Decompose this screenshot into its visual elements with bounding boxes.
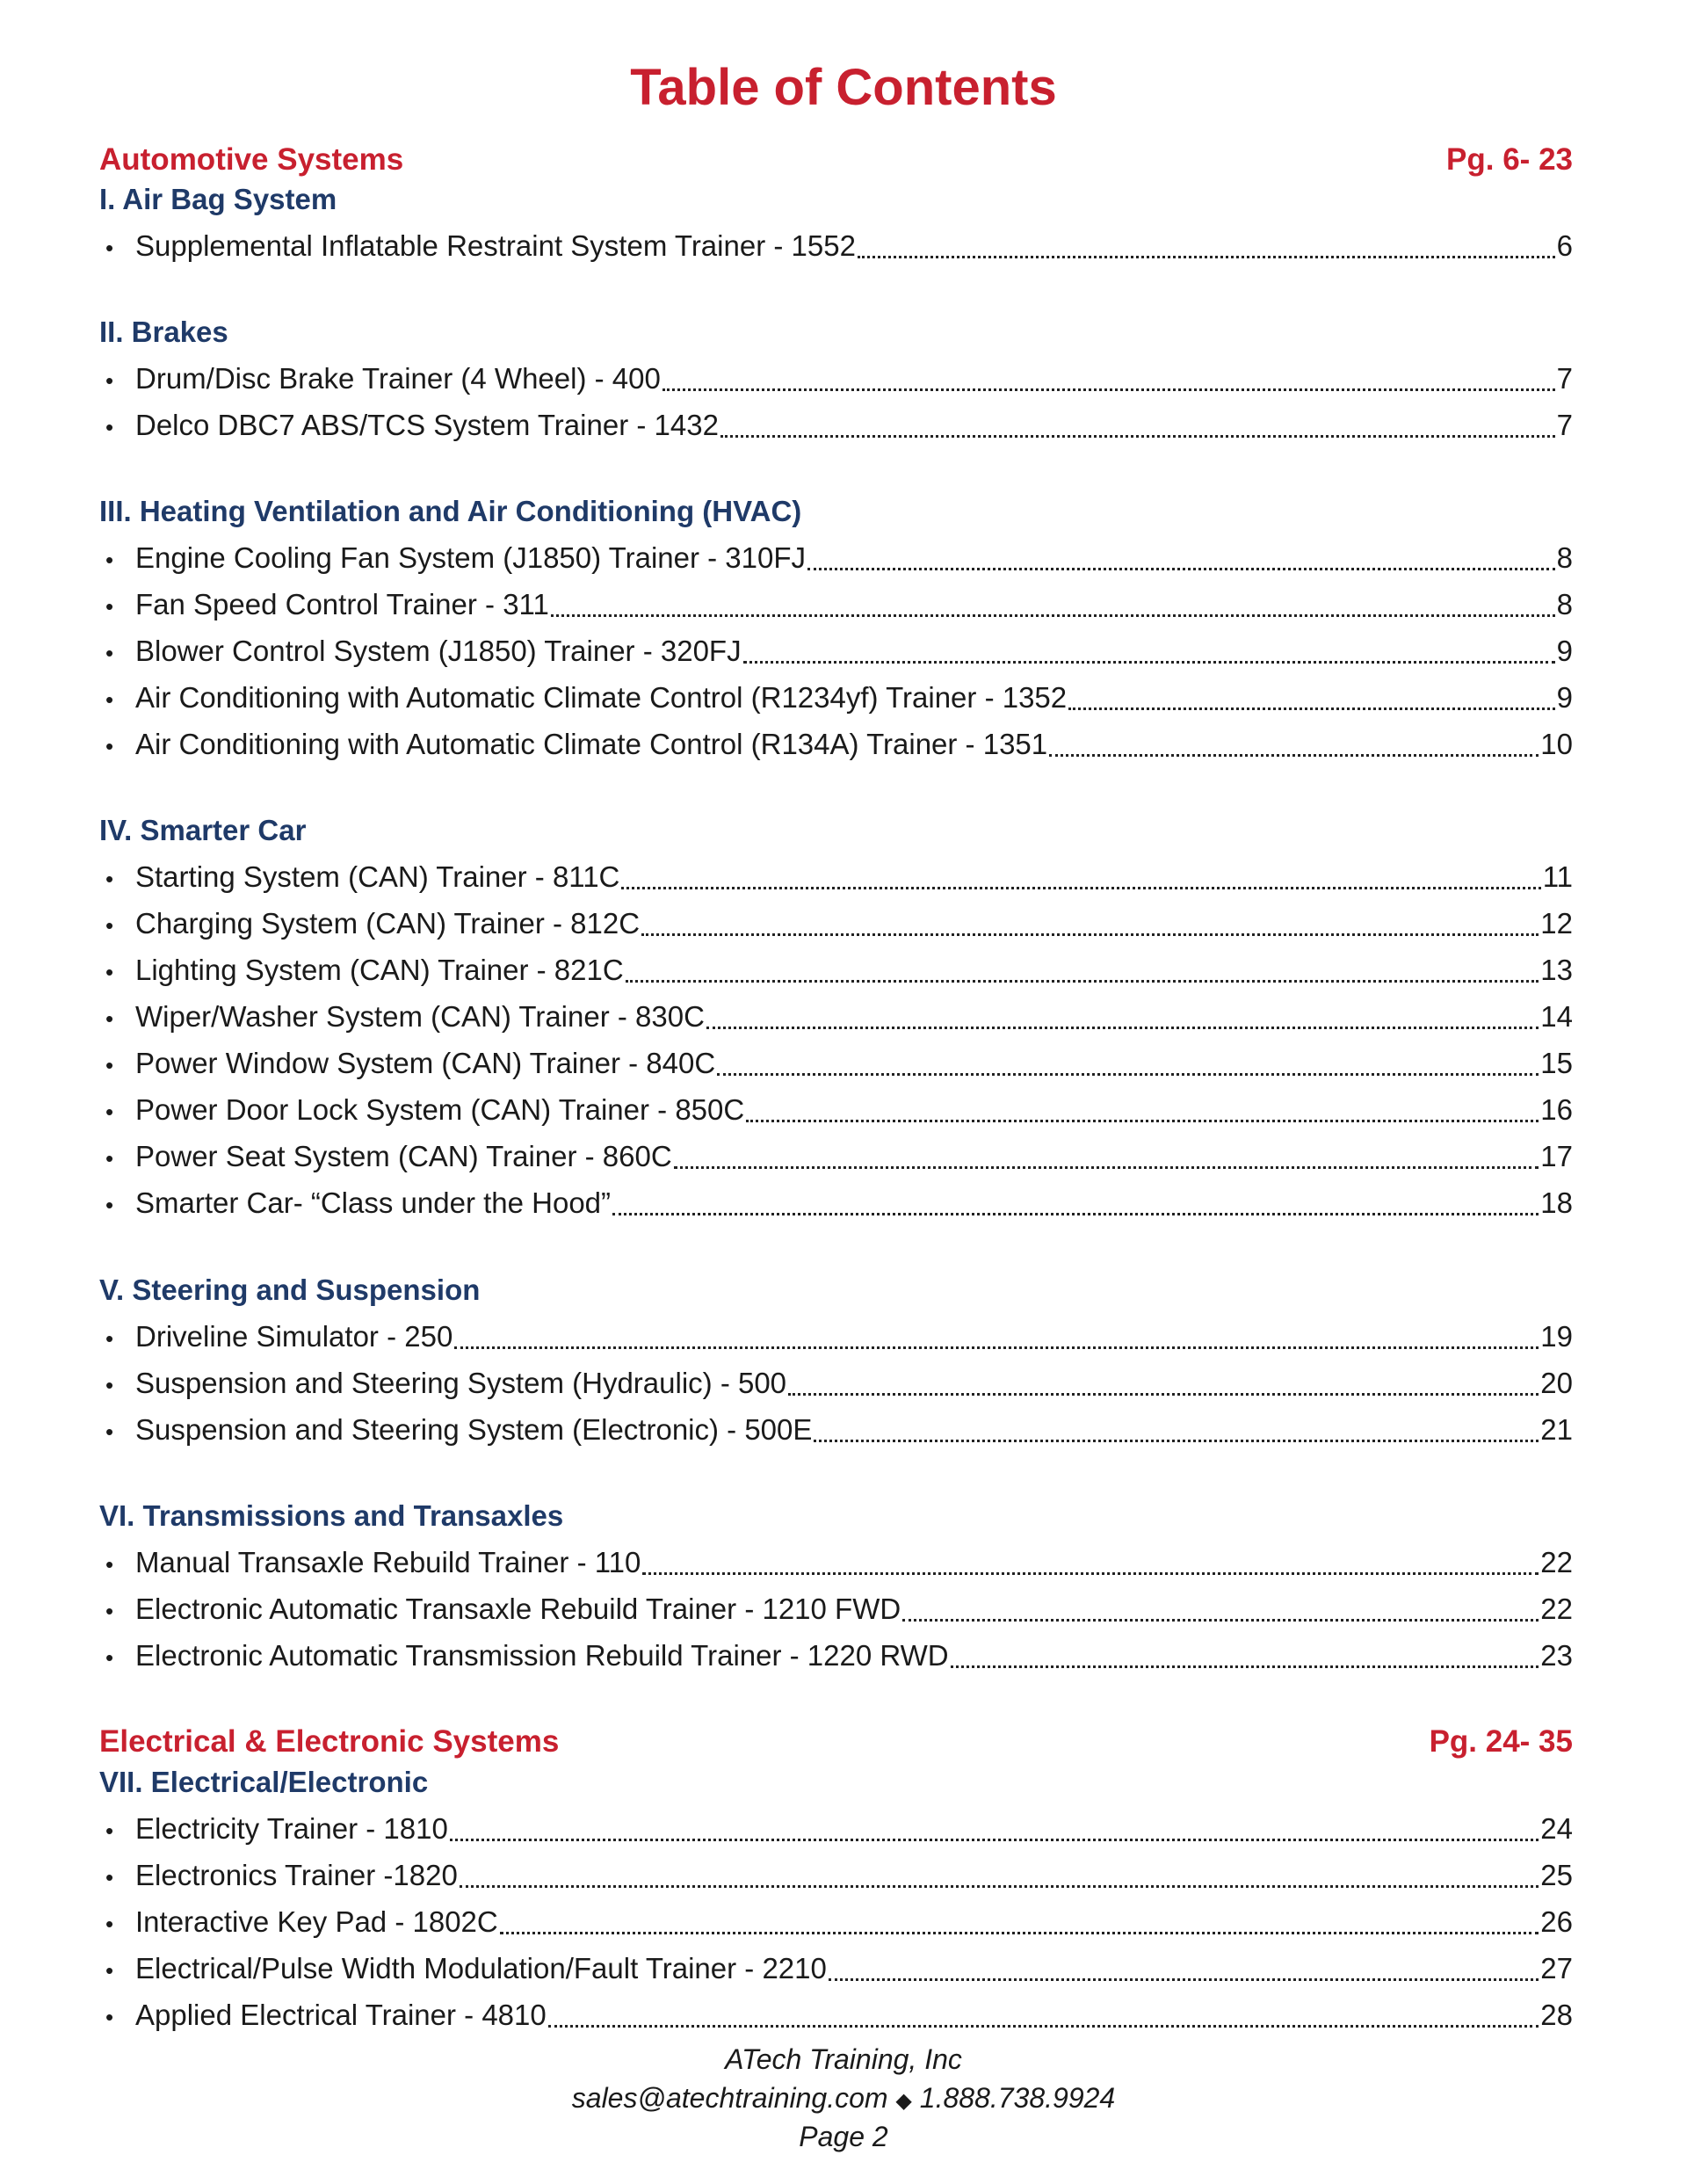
entry-label: Manual Transaxle Rebuild Trainer - 110 [135,1546,641,1578]
dot-leader [902,1618,1539,1622]
toc-entry[interactable] [105,998,1573,1038]
footer-contact [0,2079,1687,2121]
entry-page: 7 [1556,362,1573,395]
bullet: • [105,1598,114,1624]
entry-page: 6 [1556,229,1573,262]
bullet: • [105,593,114,620]
group-page-range: Pg. 6- 23 [1446,142,1573,177]
entry-label: Charging System (CAN) Trainer - 812C [135,907,641,940]
toc-entry[interactable] [105,539,1573,579]
bullet: • [105,1644,114,1671]
entry-page: 11 [1542,860,1573,893]
group-heading-electrical [99,1723,1573,1761]
entry-page: 8 [1556,541,1573,574]
entry-label: Power Door Lock System (CAN) Trainer - 850C [135,1093,745,1126]
page-title: Table of Contents [630,59,1057,116]
entry-page: 8 [1556,588,1573,620]
dot-leader [814,1439,1539,1442]
toc-entry[interactable] [105,632,1573,672]
bullet: • [105,1192,114,1218]
toc-entry[interactable] [105,1044,1573,1085]
dot-leader [720,434,1555,438]
entry-page: 19 [1540,1320,1573,1353]
entry-page: 24 [1540,1812,1573,1845]
toc-entry[interactable] [105,1137,1573,1178]
dot-leader [1068,707,1554,710]
toc-entry[interactable] [105,1317,1573,1358]
entry-label: Smarter Car- “Class under the Hood” [135,1186,612,1219]
bullet: • [105,1052,114,1078]
dot-leader [807,567,1555,570]
toc-entry[interactable] [105,1856,1573,1897]
entry-label: Electricity Trainer - 1810 [135,1812,448,1845]
dot-leader [454,1346,1539,1349]
entry-page: 28 [1540,1999,1573,2031]
dot-leader [858,255,1555,258]
dot-leader [746,1119,1539,1122]
entry-page: 27 [1540,1952,1573,1984]
bullet: • [105,1372,114,1398]
dot-leader [641,932,1539,936]
bullet: • [105,686,114,713]
toc-entry[interactable] [105,1411,1573,1451]
entry-label: Suspension and Steering System (Electronic) - 500E [135,1413,813,1446]
entry-page: 9 [1556,681,1573,714]
dot-leader [642,1571,1539,1575]
entry-label: Air Conditioning with Automatic Climate Control (R134A) Trainer - 1351 [135,728,1048,760]
entry-page: 17 [1540,1140,1573,1172]
group-page-range: Pg. 24- 35 [1429,1724,1573,1759]
bullet: • [105,1818,114,1844]
footer-company: ATech Training, Inc [725,2043,962,2075]
entry-label: Air Conditioning with Automatic Climate Control (R1234yf) Trainer - 1352 [135,681,1068,714]
entry-page: 23 [1540,1639,1573,1672]
toc-entry[interactable] [105,678,1573,719]
toc-entry[interactable] [105,1810,1573,1850]
toc-entry[interactable] [105,904,1573,945]
dot-leader [829,1977,1539,1981]
entry-label: Driveline Simulator - 250 [135,1320,453,1353]
section-heading: III. Heating Ventilation and Air Conditioning (HVAC) [99,495,802,527]
entry-label: Electronic Automatic Transaxle Rebuild Trainer - 1210 FWD [135,1593,901,1625]
dot-leader [674,1165,1539,1169]
entry-label: Supplemental Inflatable Restraint System Trainer - 1552 [135,229,856,262]
toc-entry[interactable] [105,359,1573,400]
entry-label: Wiper/Washer System (CAN) Trainer - 830C [135,1000,705,1033]
dot-leader [717,1072,1539,1076]
bullet: • [105,1419,114,1445]
toc-entry[interactable] [105,1590,1573,1630]
group-heading-automotive [99,141,1573,179]
section-heading: V. Steering and Suspension [99,1273,481,1306]
group-title: Electrical & Electronic Systems [99,1724,560,1759]
entry-label: Drum/Disc Brake Trainer (4 Wheel) - 400 [135,362,661,395]
toc-entry[interactable] [105,406,1573,446]
toc-entry[interactable] [105,1364,1573,1404]
bullet: • [105,959,114,985]
toc-entry[interactable] [105,1091,1573,1131]
entry-page: 22 [1540,1593,1573,1625]
bullet: • [105,733,114,759]
entry-label: Fan Speed Control Trainer - 311 [135,588,549,620]
toc-entry[interactable] [105,1543,1573,1584]
entry-page: 9 [1556,635,1573,667]
toc-entry[interactable] [105,1903,1573,1943]
section-heading: IV. Smarter Car [99,814,307,846]
dot-leader [500,1931,1539,1934]
dot-leader [662,388,1555,391]
section-heading: VII. Electrical/Electronic [99,1766,429,1798]
bullet: • [105,1325,114,1352]
section-heading: I. Air Bag System [99,183,337,215]
toc-entry[interactable] [105,1636,1573,1677]
entry-page: 26 [1540,1905,1573,1938]
bullet: • [105,2004,114,2030]
entry-page: 10 [1540,728,1573,760]
bullet: • [105,1005,114,1032]
bullet: • [105,547,114,573]
diamond-separator-icon: ◆ [895,2089,912,2113]
footer-email[interactable]: sales@atechtraining.com [571,2082,888,2114]
dot-leader [626,979,1539,983]
bullet: • [105,367,114,394]
entry-page: 7 [1556,409,1573,441]
toc-entry[interactable] [105,1184,1573,1224]
entry-page: 14 [1540,1000,1573,1033]
toc-entry[interactable] [105,951,1573,991]
dot-leader [460,1884,1539,1888]
entry-page: 20 [1540,1367,1573,1399]
dot-leader [951,1665,1539,1668]
entry-label: Applied Electrical Trainer - 4810 [135,1999,547,2031]
section-heading: II. Brakes [99,316,228,348]
group-title: Automotive Systems [99,142,404,177]
bullet: • [105,1099,114,1125]
entry-label: Electrical/Pulse Width Modulation/Fault Trainer - 2210 [135,1952,827,1984]
entry-label: Power Window System (CAN) Trainer - 840C [135,1047,716,1079]
bullet: • [105,640,114,666]
toc-entry[interactable] [105,858,1573,898]
dot-leader [548,2024,1539,2028]
entry-label: Delco DBC7 ABS/TCS System Trainer - 1432 [135,409,719,441]
entry-label: Electronics Trainer -1820 [135,1859,458,1891]
entry-label: Starting System (CAN) Trainer - 811C [135,860,620,893]
bullet: • [105,235,114,261]
entry-label: Interactive Key Pad - 1802C [135,1905,498,1938]
dot-leader [1049,753,1539,757]
page-number: Page 2 [799,2121,888,2152]
bullet: • [105,1864,114,1890]
entry-label: Blower Control System (J1850) Trainer - 320FJ [135,635,742,667]
bullet: • [105,414,114,440]
entry-page: 22 [1540,1546,1573,1578]
dot-leader [551,613,1555,617]
dot-leader [743,660,1555,664]
dot-leader [450,1838,1539,1841]
bullet: • [105,866,114,892]
toc-entry[interactable] [105,227,1573,267]
dot-leader [612,1212,1539,1215]
dot-leader [788,1392,1539,1396]
entry-label: Power Seat System (CAN) Trainer - 860C [135,1140,672,1172]
bullet: • [105,1145,114,1172]
entry-label: Lighting System (CAN) Trainer - 821C [135,954,624,986]
bullet: • [105,912,114,939]
entry-page: 21 [1540,1413,1573,1446]
footer-phone: 1.888.738.9924 [919,2082,1116,2114]
bullet: • [105,1957,114,1984]
bullet: • [105,1911,114,1937]
dot-leader [706,1026,1539,1029]
entry-label: Suspension and Steering System (Hydraulic) - 500 [135,1367,787,1399]
toc-entry[interactable] [105,725,1573,765]
entry-page: 25 [1540,1859,1573,1891]
entry-label: Electronic Automatic Transmission Rebuild Trainer - 1220 RWD [135,1639,949,1672]
toc-entry[interactable] [105,1949,1573,1990]
entry-page: 15 [1540,1047,1573,1079]
toc-entry[interactable] [105,1996,1573,2036]
section-heading: VI. Transmissions and Transaxles [99,1499,564,1532]
entry-page: 16 [1540,1093,1573,1126]
dot-leader [621,886,1540,889]
entry-page: 12 [1540,907,1573,940]
toc-entry[interactable] [105,585,1573,626]
entry-page: 18 [1540,1186,1573,1219]
bullet: • [105,1551,114,1578]
entry-page: 13 [1540,954,1573,986]
entry-label: Engine Cooling Fan System (J1850) Trainer - 310FJ [135,541,807,574]
